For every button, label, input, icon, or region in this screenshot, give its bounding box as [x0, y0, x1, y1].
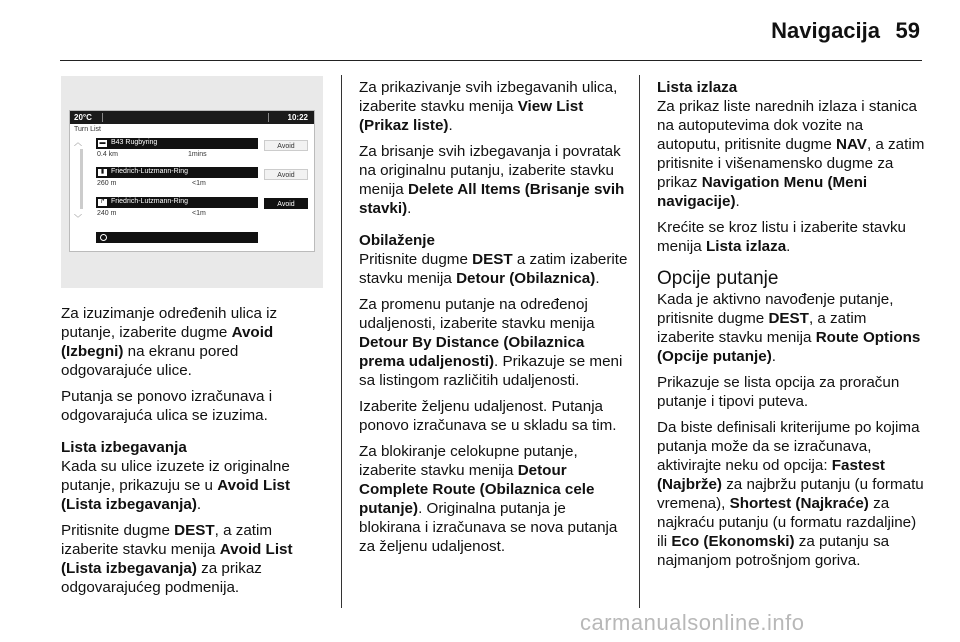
- page-title: Navigacija: [771, 18, 880, 43]
- paragraph: Za prikaz liste narednih izlaza i stanica na autoputevima dok vozite na autoputu, pritisnite dugme NAV, a zatim pritisnite i višenamensko dugme za prikaz Navigation Menu (Meni navigacije).: [657, 98, 925, 210]
- item-eta: <1m: [192, 180, 206, 187]
- avoid-button[interactable]: Avoid: [264, 140, 308, 151]
- watermark: carmanualsonline.info: [580, 610, 805, 635]
- scroll-down-icon[interactable]: ﹀: [74, 214, 82, 223]
- scroll-up-icon[interactable]: ︿: [74, 138, 82, 147]
- temperature: 20°C: [74, 113, 92, 122]
- section-heading: Lista izlaza: [657, 79, 738, 96]
- section-heading: Lista izbegavanja: [61, 439, 187, 456]
- bottom-bar[interactable]: [96, 232, 258, 243]
- paragraph: Za promenu putanje na određenoj udaljenosti, izaberite stavku menija Detour By Distance (Obilaznica prema udaljenosti). Prikazuje se meni sa listingom različitih udaljenosti.: [359, 296, 623, 389]
- paragraph: Pritisnite dugme DEST a zatim izaberite stavku menija Detour (Obilaznica).: [359, 251, 628, 287]
- paragraph: Za prikazivanje svih izbegavanih ulica, izaberite stavku menija View List (Prikaz liste).: [359, 79, 618, 134]
- paragraph: Krećite se kroz listu i izaberite stavku menija Lista izlaza.: [657, 219, 906, 255]
- display-screen: [69, 110, 315, 252]
- status-bar: [70, 111, 314, 124]
- paragraph: Za brisanje svih izbegavanja i povratak na originalnu putanju, izaberite stavku menija Delete All Items (Brisanje svih stavki).: [359, 143, 625, 217]
- paragraph: Kada su ulice izuzete iz originalne putanje, prikazuju se u Avoid List (Lista izbegavanja).: [61, 458, 291, 513]
- paragraph: Izaberite željenu udaljenost. Putanja ponovo izračunava se u skladu sa tim.: [359, 398, 617, 434]
- section-heading: Obilaženje: [359, 232, 435, 249]
- road-icon: ▬: [99, 140, 106, 146]
- clock: 10:22: [287, 113, 308, 122]
- navigation-screenshot: [61, 76, 323, 288]
- header-rule: [60, 60, 922, 61]
- avoid-button[interactable]: Avoid: [264, 169, 308, 180]
- item-distance: 260 m: [97, 180, 117, 187]
- avoid-button-selected[interactable]: Avoid: [264, 198, 308, 209]
- list-title: Turn List: [74, 126, 101, 133]
- paragraph: Prikazuje se lista opcija za proračun putanje i tipovi puteva.: [657, 374, 900, 410]
- scrollbar[interactable]: [80, 149, 83, 209]
- item-distance: 0.4 km: [97, 151, 119, 158]
- item-eta: 1mins: [188, 151, 207, 158]
- paragraph: Pritisnite dugme DEST, a zatim izaberite stavku menija Avoid List (Lista izbegavanja) za prikaz odgovarajućeg podmenija.: [61, 522, 293, 596]
- road-icon: ▮: [98, 169, 107, 176]
- paragraph: Putanja se ponovo izračunava i odgovarajuća ulica se izuzima.: [61, 388, 273, 424]
- column-1: [61, 304, 331, 604]
- destination-icon: [100, 234, 107, 241]
- column-2: [359, 78, 631, 563]
- paragraph: Da biste definisali kriterijume po kojima putanja može da se izračunava, aktivirajte neku od opcija: Fastest (Najbrže) za najbržu putanju (u formatu vremena), Shortest (Najkraće) za najkraću putanju (u formatu razdaljine) ili Eco (Ekonomski) za putanju sa najmanjom potrošnjom goriva.: [657, 419, 924, 569]
- column-divider-2: [639, 75, 640, 608]
- page-header: [0, 0, 960, 60]
- section-title: Opcije putanje: [657, 268, 779, 289]
- list-item[interactable]: ↱ Friedrich-Lutzmann-Ring: [96, 197, 258, 208]
- paragraph: Kada je aktivno navođenje putanje, pritisnite dugme DEST, a zatim izaberite stavku menija Route Options (Opcije putanje).: [657, 291, 921, 365]
- list-item[interactable]: ▬ B43 Rugbyring: [96, 138, 258, 149]
- turn-icon: ↱: [99, 199, 106, 205]
- column-3: [657, 78, 927, 577]
- item-eta: <1m: [192, 210, 206, 217]
- list-item[interactable]: ▮ Friedrich-Lutzmann-Ring: [96, 167, 258, 178]
- paragraph: Za blokiranje celokupne putanje, izaberite stavku menija Detour Complete Route (Obilaznica cele putanje). Originalna putanja je blokirana i izračunava se nova putanja za željenu udaljenost.: [359, 443, 618, 555]
- item-distance: 240 m: [97, 210, 117, 217]
- column-divider-1: [341, 75, 342, 608]
- page-number: 59: [895, 18, 920, 43]
- paragraph: Za izuzimanje određenih ulica iz putanje, izaberite dugme Avoid (Izbegni) na ekranu pored odgovarajuće ulice.: [61, 305, 278, 379]
